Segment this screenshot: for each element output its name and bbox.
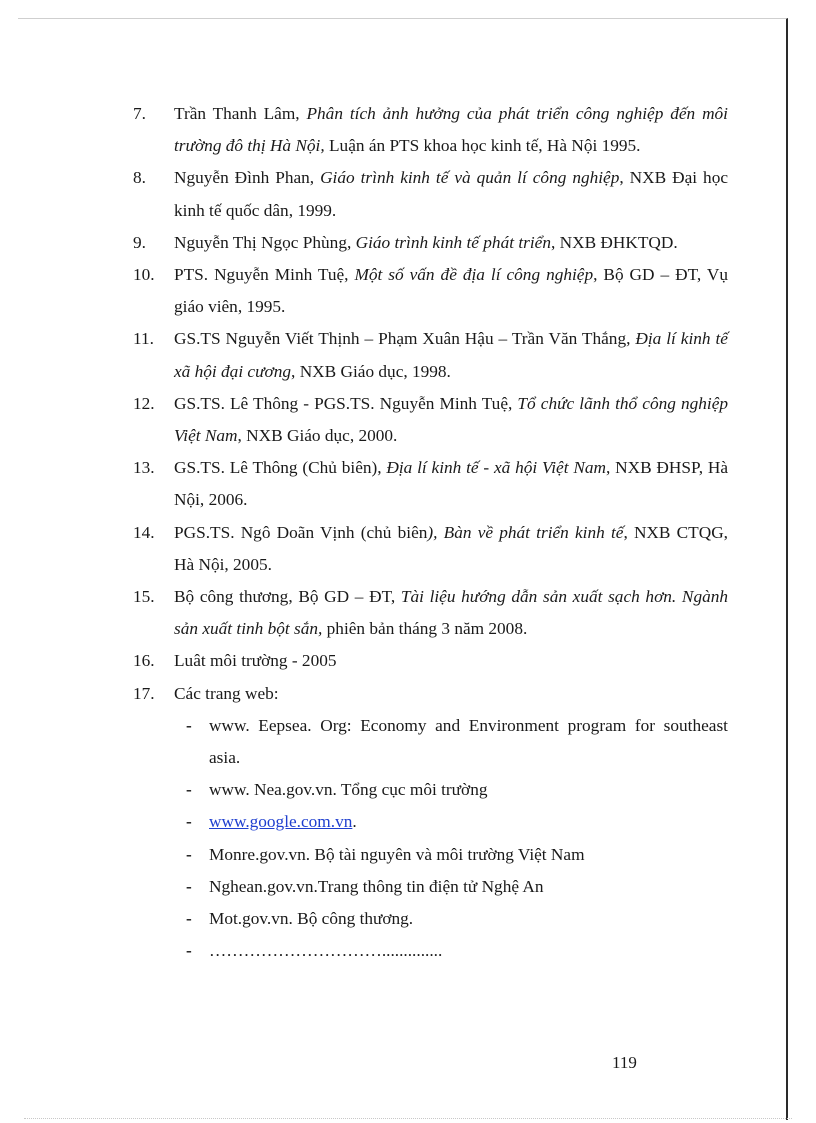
bullet-dash: -: [186, 844, 192, 864]
bullet-dash: -: [186, 715, 192, 735]
website-text: www. Nea.gov.vn. Tổng cục môi trường: [209, 780, 488, 800]
bottom-dotted-rule: [24, 1118, 792, 1119]
website-text: Mot.gov.vn. Bộ công thương.: [209, 909, 414, 929]
reference-item: [133, 323, 728, 387]
bullet-dash: -: [186, 941, 192, 961]
reference-text: Các trang web:: [174, 683, 279, 703]
website-text: www.google.com.vn.: [209, 812, 357, 832]
reference-list: [133, 98, 728, 967]
reference-item: [133, 227, 728, 259]
reference-item: [133, 645, 728, 677]
reference-text: PGS.TS. Ngô Doãn Vịnh (chủ biên), Bàn về phát triển kinh tế, NXB CTQG, Hà Nội, 2005.: [174, 522, 729, 574]
reference-item: [133, 678, 728, 710]
reference-item: [133, 98, 728, 162]
reference-text: GS.TS. Lê Thông - PGS.TS. Nguyễn Minh Tuệ, Tổ chức lãnh thổ công nghiệp Việt Nam, NXB Giáo dục, 2000.: [174, 393, 729, 446]
reference-text: Luât môi trường - 2005: [174, 651, 337, 671]
reference-text: Nguyễn Thị Ngọc Phùng, Giáo trình kinh tế phát triển, NXB ĐHKTQD.: [174, 232, 678, 252]
reference-number: 9.: [133, 232, 146, 252]
website-item: [186, 935, 728, 967]
bullet-dash: -: [186, 812, 192, 832]
reference-item: [133, 517, 728, 581]
page-number: 119: [612, 1053, 637, 1072]
reference-item: [133, 452, 728, 516]
reference-item: [133, 388, 728, 452]
reference-text: Nguyễn Đình Phan, Giáo trình kinh tế và quản lí công nghiệp, NXB Đại học kinh tế quốc dân, 1999.: [174, 168, 729, 220]
website-item: [186, 710, 728, 774]
reference-item: [133, 581, 728, 645]
reference-number: 10.: [133, 265, 155, 285]
reference-number: 7.: [133, 104, 146, 123]
bullet-dash: -: [186, 876, 192, 896]
website-text: Nghean.gov.vn.Trang thông tin điện tử Nghệ An: [209, 876, 544, 896]
website-item: [186, 903, 728, 935]
reference-text: PTS. Nguyễn Minh Tuệ, Một số vấn đề địa lí công nghiệp, Bộ GD – ĐT, Vụ giáo viên, 1995.: [174, 265, 728, 317]
reference-number: 12.: [133, 393, 155, 413]
website-item: [186, 871, 728, 903]
reference-text: Trần Thanh Lâm, Phân tích ảnh hưởng của phát triển công nghiệp đến môi trường đô thị Hà Nội, Luận án PTS khoa học kinh tế, Hà Nội 1995.: [174, 104, 728, 156]
reference-number: 13.: [133, 458, 155, 478]
website-text: …………………………..............: [209, 941, 443, 961]
website-item: [186, 806, 728, 838]
reference-text: GS.TS. Lê Thông (Chủ biên), Địa lí kinh tế - xã hội Việt Nam, NXB ĐHSP, Hà Nội, 2006.: [174, 458, 728, 510]
reference-item: [133, 259, 728, 323]
reference-number: 15.: [133, 587, 155, 607]
reference-text: Bộ công thương, Bộ GD – ĐT, Tài liệu hướng dẫn sản xuất sạch hơn. Ngành sản xuất tinh bột sắn, phiên bản tháng 3 năm 2008.: [174, 587, 729, 639]
google-link[interactable]: www.google.com.vn: [209, 812, 353, 832]
reference-number: 17.: [133, 683, 155, 703]
reference-number: 8.: [133, 168, 146, 188]
reference-number: 16.: [133, 651, 155, 671]
reference-number: 11.: [133, 329, 154, 349]
website-text: Monre.gov.vn. Bộ tài nguyên và môi trường Việt Nam: [209, 844, 585, 864]
reference-number: 14.: [133, 522, 155, 542]
bullet-dash: -: [186, 780, 192, 800]
reference-text: GS.TS Nguyễn Viết Thịnh – Phạm Xuân Hậu – Trần Văn Thắng, Địa lí kinh tế xã hội đại cương, NXB Giáo dục, 1998.: [174, 329, 728, 381]
reference-item: [133, 162, 728, 226]
website-item: [186, 774, 728, 806]
bullet-dash: -: [186, 909, 192, 929]
website-item: [186, 839, 728, 871]
website-text: www. Eepsea. Org: Economy and Environment program for southeast asia.: [209, 715, 728, 768]
